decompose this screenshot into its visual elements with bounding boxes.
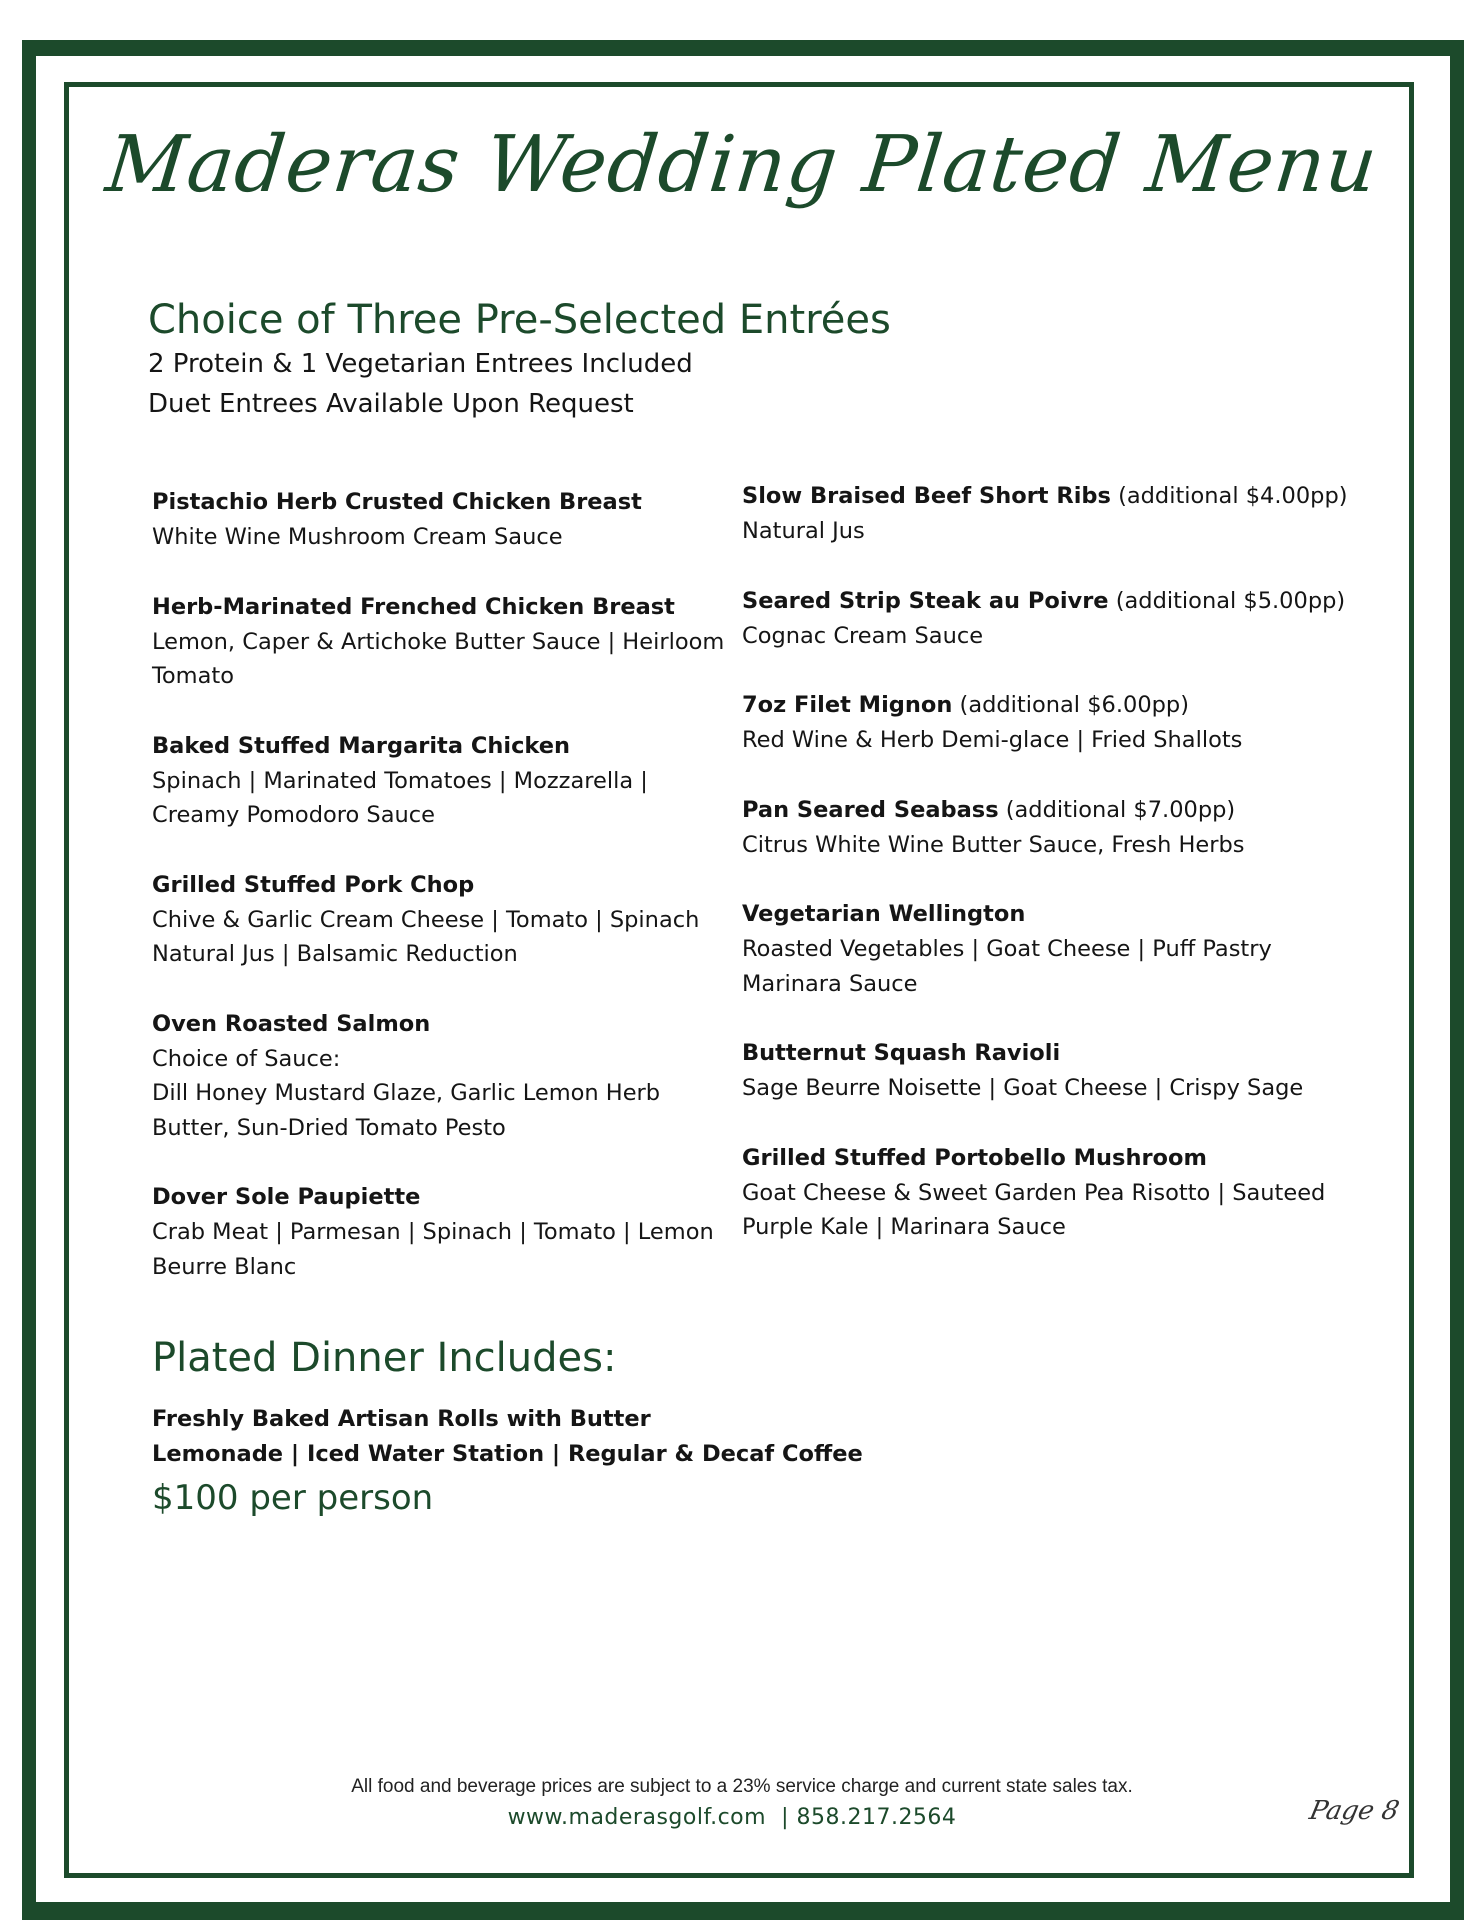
entree-item [742, 897, 1352, 1001]
includes-heading: Plated Dinner Includes: [152, 1335, 617, 1381]
entree-name: Vegetarian Wellington [742, 901, 1026, 927]
entree-name: Grilled Stuffed Pork Chop [152, 871, 475, 898]
entree-name: Seared Strip Steak au Poivre [742, 587, 1109, 614]
entree-description: Spinach | Marinated Tomatoes | Mozzarella | Creamy Pomodoro Sauce [152, 767, 648, 828]
entree-description: Sage Beurre Noisette | Goat Cheese | Crispy Sage [742, 1075, 1304, 1101]
menu-title: Maderas Wedding Plated Menu [102, 120, 1382, 210]
entree-description: Choice of Sauce: Dill Honey Mustard Glaze, Garlic Lemon Herb Butter, Sun-Dried Tomato Pesto [152, 1045, 661, 1141]
entree-description: Red Wine & Herb Demi-glace | Fried Shallots [742, 727, 1243, 753]
price-per-person: $100 per person [152, 1478, 434, 1518]
entree-item [742, 688, 1352, 758]
entree-description: Crab Meat | Parmesan | Spinach | Tomato | Lemon Beurre Blanc [152, 1219, 714, 1280]
right-entree-column [742, 479, 1352, 1280]
entrees-subline-2: Duet Entrees Available Upon Request [148, 389, 634, 419]
entree-name: Dover Sole Paupiette [152, 1184, 421, 1210]
entree-name: Pan Seared Seabass [742, 796, 999, 823]
entrees-heading: Choice of Three Pre-Selected Entrées [148, 297, 891, 343]
entree-name-line [742, 793, 1352, 828]
entree-item [742, 1036, 1352, 1106]
entree-description: Chive & Garlic Cream Cheese | Tomato | Spinach Natural Jus | Balsamic Reduction [152, 906, 700, 967]
entree-name: Baked Stuffed Margarita Chicken [152, 732, 571, 759]
entree-item [152, 729, 742, 833]
entree-name: Slow Braised Beef Short Ribs [742, 483, 1111, 509]
includes-line-1: Freshly Baked Artisan Rolls with Butter [152, 1406, 651, 1432]
page-number: Page 8 [1306, 1796, 1402, 1826]
entree-name: Oven Roasted Salmon [152, 1010, 431, 1037]
entree-upcharge: (additional $7.00pp) [998, 796, 1236, 823]
entree-name-line [742, 584, 1352, 619]
left-entree-column [152, 485, 742, 1319]
entree-name: Herb-Marinated Frenched Chicken Breast [152, 593, 675, 620]
entree-name: Grilled Stuffed Portobello Mushroom [742, 1144, 1207, 1171]
entree-name-line [742, 1141, 1352, 1176]
entree-description: Natural Jus [742, 518, 865, 544]
entree-description: Citrus White Wine Butter Sauce, Fresh Herbs [742, 831, 1245, 858]
entree-name-line [742, 897, 1352, 932]
entree-name-line [742, 1036, 1352, 1071]
entree-name-line [742, 479, 1352, 514]
entrees-subline-1: 2 Protein & 1 Vegetarian Entrees Included [148, 349, 693, 379]
entree-name-line [742, 688, 1352, 723]
entree-item [152, 1180, 742, 1284]
entree-description: White Wine Mushroom Cream Sauce [152, 524, 563, 550]
entree-name: 7oz Filet Mignon [742, 692, 953, 718]
entree-item [152, 485, 742, 555]
entree-item [152, 590, 742, 694]
entree-item [742, 584, 1352, 654]
entree-item [152, 868, 742, 972]
includes-line-2: Lemonade | Iced Water Station | Regular & Decaf Coffee [152, 1441, 863, 1467]
entree-item [152, 1007, 742, 1146]
entree-upcharge: (additional $5.00pp) [1108, 587, 1346, 614]
entree-upcharge: (additional $6.00pp) [952, 692, 1189, 718]
entree-description: Cognac Cream Sauce [742, 622, 984, 649]
entree-item [742, 479, 1352, 549]
entree-name: Pistachio Herb Crusted Chicken Breast [152, 489, 642, 515]
entree-description: Goat Cheese & Sweet Garden Pea Risotto | Sauteed Purple Kale | Marinara Sauce [742, 1179, 1326, 1240]
contact-info: www.maderasgolf.com | 858.217.2564 [507, 1805, 957, 1830]
service-charge-note: All food and beverage prices are subject to a 23% service charge and current state sales tax. [351, 1776, 1133, 1797]
entree-description: Lemon, Caper & Artichoke Butter Sauce | Heirloom Tomato [152, 628, 725, 689]
entree-description: Roasted Vegetables | Goat Cheese | Puff Pastry Marinara Sauce [742, 936, 1272, 997]
entree-upcharge: (additional $4.00pp) [1110, 483, 1348, 509]
entree-item [742, 1141, 1352, 1245]
entree-item [742, 793, 1352, 863]
entree-name: Butternut Squash Ravioli [742, 1040, 1061, 1066]
